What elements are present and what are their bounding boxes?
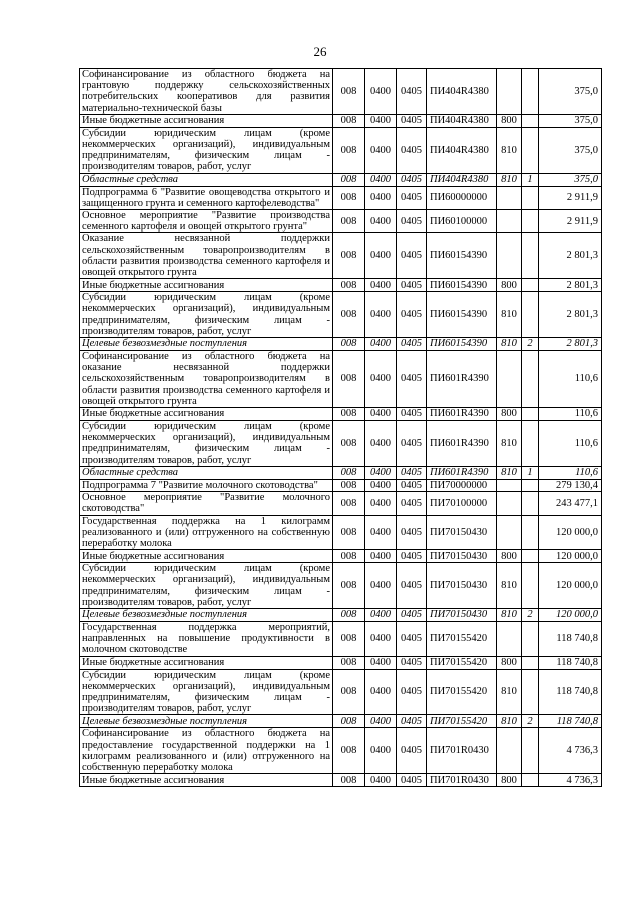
amount-value: 2 911,9 [539, 210, 602, 233]
funding-source-code [522, 351, 539, 408]
row-name: Государственная поддержка на 1 килограмм реализованного и (или) отгруженного на собственную переработку молока [80, 515, 333, 550]
target-article-code: ПИ601R4390 [427, 466, 497, 479]
funding-source-code [522, 728, 539, 774]
table-row [80, 351, 602, 408]
target-article-code: ПИ701R0430 [427, 728, 497, 774]
target-article-code: ПИ601R4390 [427, 421, 497, 467]
subsection-code: 0405 [397, 69, 427, 115]
ministry-code: 008 [333, 669, 365, 715]
target-article-code: ПИ70150430 [427, 563, 497, 609]
section-code: 0400 [365, 492, 397, 515]
target-article-code: ПИ70150430 [427, 608, 497, 621]
amount-value: 120 000,0 [539, 608, 602, 621]
ministry-code: 008 [333, 515, 365, 550]
ministry-code: 008 [333, 550, 365, 563]
funding-source-code [522, 550, 539, 563]
expense-type-code: 800 [497, 279, 522, 292]
funding-source-code [522, 479, 539, 491]
funding-source-code [522, 186, 539, 209]
funding-source-code [522, 774, 539, 787]
expense-type-code: 810 [497, 173, 522, 186]
section-code: 0400 [365, 656, 397, 669]
expense-type-code: 800 [497, 408, 522, 421]
ministry-code: 008 [333, 69, 365, 115]
table-row [80, 479, 602, 491]
amount-value: 2 801,3 [539, 338, 602, 351]
table-row [80, 279, 602, 292]
amount-value: 4 736,3 [539, 774, 602, 787]
funding-source-code [522, 669, 539, 715]
section-code: 0400 [365, 69, 397, 115]
target-article-code: ПИ70155420 [427, 669, 497, 715]
expense-type-code [497, 69, 522, 115]
amount-value: 243 477,1 [539, 492, 602, 515]
subsection-code: 0405 [397, 292, 427, 338]
row-name: Иные бюджетные ассигнования [80, 408, 333, 421]
section-code: 0400 [365, 408, 397, 421]
amount-value: 118 740,8 [539, 669, 602, 715]
amount-value: 4 736,3 [539, 728, 602, 774]
ministry-code: 008 [333, 492, 365, 515]
amount-value: 375,0 [539, 173, 602, 186]
section-code: 0400 [365, 351, 397, 408]
page-number: 26 [313, 44, 327, 59]
ministry-code: 008 [333, 466, 365, 479]
section-code: 0400 [365, 279, 397, 292]
funding-source-code [522, 621, 539, 656]
amount-value: 375,0 [539, 127, 602, 173]
target-article-code: ПИ70100000 [427, 492, 497, 515]
funding-source-code [522, 656, 539, 669]
amount-value: 279 130,4 [539, 479, 602, 491]
ministry-code: 008 [333, 608, 365, 621]
funding-source-code [522, 279, 539, 292]
expense-type-code: 800 [497, 114, 522, 127]
target-article-code: ПИ60154390 [427, 279, 497, 292]
subsection-code: 0405 [397, 210, 427, 233]
subsection-code: 0405 [397, 656, 427, 669]
target-article-code: ПИ404R4380 [427, 69, 497, 115]
section-code: 0400 [365, 233, 397, 279]
row-name: Подпрограмма 7 "Развитие молочного скотоводства" [80, 479, 333, 491]
table-row [80, 492, 602, 515]
ministry-code: 008 [333, 563, 365, 609]
amount-value: 110,6 [539, 421, 602, 467]
target-article-code: ПИ70155420 [427, 715, 497, 728]
table-row [80, 292, 602, 338]
section-code: 0400 [365, 292, 397, 338]
row-name: Основное мероприятие "Развитие производства семенного картофеля и овощей открытого грунта" [80, 210, 333, 233]
target-article-code: ПИ70155420 [427, 656, 497, 669]
subsection-code: 0405 [397, 492, 427, 515]
subsection-code: 0405 [397, 728, 427, 774]
row-name: Целевые безвозмездные поступления [80, 715, 333, 728]
expense-type-code [497, 728, 522, 774]
subsection-code: 0405 [397, 608, 427, 621]
expense-type-code [497, 351, 522, 408]
expense-type-code: 800 [497, 550, 522, 563]
subsection-code: 0405 [397, 479, 427, 491]
table-row [80, 669, 602, 715]
row-name: Иные бюджетные ассигнования [80, 279, 333, 292]
amount-value: 120 000,0 [539, 563, 602, 609]
section-code: 0400 [365, 774, 397, 787]
section-code: 0400 [365, 338, 397, 351]
section-code: 0400 [365, 728, 397, 774]
funding-source-code: 1 [522, 173, 539, 186]
expense-type-code [497, 479, 522, 491]
ministry-code: 008 [333, 728, 365, 774]
funding-source-code: 2 [522, 338, 539, 351]
row-name: Софинансирование из областного бюджета на грантовую поддержку сельскохозяйственных потребительских кооперативов для развития материально-технической базы [80, 69, 333, 115]
row-name: Субсидии юридическим лицам (кроме некоммерческих организаций), индивидуальным предпринимателям, физическим лицам - производителям товаров, работ, услуг [80, 127, 333, 173]
row-name: Целевые безвозмездные поступления [80, 338, 333, 351]
row-name: Субсидии юридическим лицам (кроме некоммерческих организаций), индивидуальным предпринимателям, физическим лицам - производителям товаров, работ, услуг [80, 421, 333, 467]
amount-value: 110,6 [539, 466, 602, 479]
row-name: Государственная поддержка мероприятий, направленных на повышение продуктивности в молочном скотоводстве [80, 621, 333, 656]
section-code: 0400 [365, 479, 397, 491]
target-article-code: ПИ404R4380 [427, 114, 497, 127]
amount-value: 375,0 [539, 114, 602, 127]
section-code: 0400 [365, 563, 397, 609]
subsection-code: 0405 [397, 351, 427, 408]
table-row [80, 656, 602, 669]
amount-value: 118 740,8 [539, 656, 602, 669]
row-name: Субсидии юридическим лицам (кроме некоммерческих организаций), индивидуальным предпринимателям, физическим лицам - производителям товаров, работ, услуг [80, 669, 333, 715]
funding-source-code [522, 408, 539, 421]
amount-value: 110,6 [539, 408, 602, 421]
expense-type-code [497, 492, 522, 515]
subsection-code: 0405 [397, 669, 427, 715]
subsection-code: 0405 [397, 233, 427, 279]
funding-source-code: 2 [522, 715, 539, 728]
row-name: Областные средства [80, 466, 333, 479]
section-code: 0400 [365, 210, 397, 233]
ministry-code: 008 [333, 173, 365, 186]
ministry-code: 008 [333, 292, 365, 338]
table-row [80, 621, 602, 656]
ministry-code: 008 [333, 351, 365, 408]
table-row [80, 210, 602, 233]
target-article-code: ПИ601R4390 [427, 351, 497, 408]
amount-value: 2 801,3 [539, 279, 602, 292]
funding-source-code: 2 [522, 608, 539, 621]
target-article-code: ПИ70155420 [427, 621, 497, 656]
table-body [80, 69, 602, 787]
subsection-code: 0405 [397, 338, 427, 351]
table-row [80, 608, 602, 621]
row-name: Софинансирование из областного бюджета на предоставление государственной поддержки на 1 килограмм реализованного и (или) отгруженного на собственную переработку молока [80, 728, 333, 774]
table-row [80, 728, 602, 774]
target-article-code: ПИ404R4380 [427, 173, 497, 186]
expense-type-code [497, 233, 522, 279]
funding-source-code: 1 [522, 466, 539, 479]
subsection-code: 0405 [397, 186, 427, 209]
section-code: 0400 [365, 621, 397, 656]
section-code: 0400 [365, 466, 397, 479]
funding-source-code [522, 127, 539, 173]
subsection-code: 0405 [397, 563, 427, 609]
subsection-code: 0405 [397, 621, 427, 656]
target-article-code: ПИ60000000 [427, 186, 497, 209]
amount-value: 110,6 [539, 351, 602, 408]
table-row [80, 421, 602, 467]
target-article-code: ПИ60100000 [427, 210, 497, 233]
expense-type-code: 800 [497, 774, 522, 787]
subsection-code: 0405 [397, 515, 427, 550]
section-code: 0400 [365, 669, 397, 715]
section-code: 0400 [365, 608, 397, 621]
target-article-code: ПИ601R4390 [427, 408, 497, 421]
expense-type-code [497, 210, 522, 233]
subsection-code: 0405 [397, 715, 427, 728]
amount-value: 375,0 [539, 69, 602, 115]
expense-type-code: 810 [497, 608, 522, 621]
funding-source-code [522, 515, 539, 550]
section-code: 0400 [365, 186, 397, 209]
target-article-code: ПИ60154390 [427, 292, 497, 338]
table-row [80, 715, 602, 728]
table-row [80, 408, 602, 421]
subsection-code: 0405 [397, 550, 427, 563]
ministry-code: 008 [333, 233, 365, 279]
target-article-code: ПИ60154390 [427, 338, 497, 351]
subsection-code: 0405 [397, 421, 427, 467]
expense-type-code [497, 621, 522, 656]
amount-value: 118 740,8 [539, 621, 602, 656]
subsection-code: 0405 [397, 408, 427, 421]
funding-source-code [522, 492, 539, 515]
row-name: Целевые безвозмездные поступления [80, 608, 333, 621]
funding-source-code [522, 233, 539, 279]
ministry-code: 008 [333, 338, 365, 351]
target-article-code: ПИ60154390 [427, 233, 497, 279]
row-name: Софинансирование из областного бюджета на оказание несвязанной поддержки сельскохозяйственным товаропроизводителям в области развития производства семенного картофеля и овощей открытого грунта [80, 351, 333, 408]
target-article-code: ПИ70150430 [427, 550, 497, 563]
subsection-code: 0405 [397, 127, 427, 173]
expense-type-code: 810 [497, 466, 522, 479]
row-name: Областные средства [80, 173, 333, 186]
ministry-code: 008 [333, 656, 365, 669]
section-code: 0400 [365, 114, 397, 127]
ministry-code: 008 [333, 186, 365, 209]
expense-type-code: 810 [497, 421, 522, 467]
target-article-code: ПИ70000000 [427, 479, 497, 491]
target-article-code: ПИ701R0430 [427, 774, 497, 787]
table-row [80, 338, 602, 351]
row-name: Иные бюджетные ассигнования [80, 550, 333, 563]
table-row [80, 114, 602, 127]
funding-source-code [522, 563, 539, 609]
ministry-code: 008 [333, 114, 365, 127]
table-row [80, 774, 602, 787]
ministry-code: 008 [333, 715, 365, 728]
table-row [80, 69, 602, 115]
section-code: 0400 [365, 421, 397, 467]
row-name: Оказание несвязанной поддержки сельскохозяйственным товаропроизводителям в области развития производства семенного картофеля и овощей открытого грунта [80, 233, 333, 279]
row-name: Основное мероприятие "Развитие молочного скотоводства" [80, 492, 333, 515]
expense-type-code: 810 [497, 292, 522, 338]
row-name: Подпрограмма 6 "Развитие овощеводства открытого и защищенного грунта и семенного картофелеводства" [80, 186, 333, 209]
row-name: Иные бюджетные ассигнования [80, 774, 333, 787]
funding-source-code [522, 210, 539, 233]
amount-value: 2 801,3 [539, 292, 602, 338]
funding-source-code [522, 69, 539, 115]
subsection-code: 0405 [397, 114, 427, 127]
expense-type-code: 810 [497, 715, 522, 728]
expense-type-code: 810 [497, 563, 522, 609]
table-row [80, 127, 602, 173]
table-row [80, 550, 602, 563]
row-name: Иные бюджетные ассигнования [80, 114, 333, 127]
table-row [80, 515, 602, 550]
amount-value: 118 740,8 [539, 715, 602, 728]
ministry-code: 008 [333, 774, 365, 787]
target-article-code: ПИ404R4380 [427, 127, 497, 173]
subsection-code: 0405 [397, 466, 427, 479]
expense-type-code: 810 [497, 669, 522, 715]
subsection-code: 0405 [397, 279, 427, 292]
row-name: Субсидии юридическим лицам (кроме некоммерческих организаций), индивидуальным предпринимателям, физическим лицам - производителям товаров, работ, услуг [80, 292, 333, 338]
section-code: 0400 [365, 550, 397, 563]
ministry-code: 008 [333, 210, 365, 233]
ministry-code: 008 [333, 127, 365, 173]
table-row [80, 233, 602, 279]
amount-value: 2 911,9 [539, 186, 602, 209]
expense-type-code: 800 [497, 656, 522, 669]
subsection-code: 0405 [397, 774, 427, 787]
section-code: 0400 [365, 173, 397, 186]
ministry-code: 008 [333, 479, 365, 491]
amount-value: 120 000,0 [539, 515, 602, 550]
funding-source-code [522, 421, 539, 467]
table-row [80, 186, 602, 209]
table-row [80, 466, 602, 479]
target-article-code: ПИ70150430 [427, 515, 497, 550]
amount-value: 120 000,0 [539, 550, 602, 563]
funding-source-code [522, 292, 539, 338]
amount-value: 2 801,3 [539, 233, 602, 279]
section-code: 0400 [365, 127, 397, 173]
expense-type-code: 810 [497, 127, 522, 173]
section-code: 0400 [365, 715, 397, 728]
expense-type-code: 810 [497, 338, 522, 351]
ministry-code: 008 [333, 621, 365, 656]
budget-table [79, 68, 602, 787]
row-name: Иные бюджетные ассигнования [80, 656, 333, 669]
ministry-code: 008 [333, 408, 365, 421]
table-row [80, 563, 602, 609]
row-name: Субсидии юридическим лицам (кроме некоммерческих организаций), индивидуальным предпринимателям, физическим лицам - производителям товаров, работ, услуг [80, 563, 333, 609]
funding-source-code [522, 114, 539, 127]
table-row [80, 173, 602, 186]
expense-type-code [497, 186, 522, 209]
ministry-code: 008 [333, 421, 365, 467]
ministry-code: 008 [333, 279, 365, 292]
section-code: 0400 [365, 515, 397, 550]
subsection-code: 0405 [397, 173, 427, 186]
expense-type-code [497, 515, 522, 550]
